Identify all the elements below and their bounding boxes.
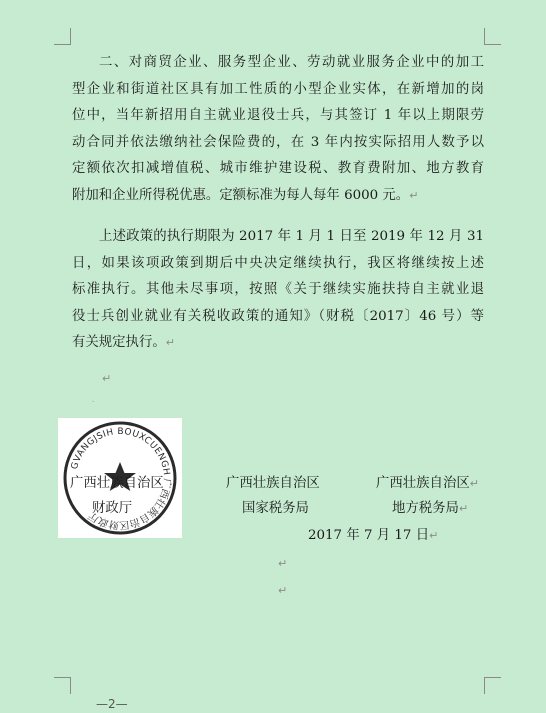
text-line: 动合同并依法缴纳社会保险费的，在 3 年内按实际招用人数予以 bbox=[72, 134, 484, 150]
text-line: 二、对商贸企业、服务型企业、劳动就业服务企业中的加工 bbox=[99, 55, 484, 70]
paragraph-return-icon: ↵ bbox=[429, 529, 439, 542]
seal-ring-text-cn: 广西壮族自治区财政厅 bbox=[86, 477, 173, 531]
document-date-text: 2017 年 7 月 17 日 bbox=[308, 528, 430, 543]
signature-national-tax: 广西壮族自治区 bbox=[226, 476, 320, 491]
crop-mark-bottom-right bbox=[484, 677, 501, 694]
paragraph-return-icon: ↵ bbox=[165, 336, 175, 349]
signature-local-tax bbox=[376, 472, 479, 491]
signature-finance-department: 广西壮族自治区 bbox=[70, 476, 164, 491]
crop-mark-top-right bbox=[484, 28, 501, 45]
text-line: 位中，当年新招用自主就业退役士兵，与其签订 1 年以上期限劳 bbox=[72, 108, 484, 123]
text-line: 日，如果该项政策到期后中央决定继续执行，我区将继续按上述 bbox=[72, 255, 484, 271]
text-line: 定额依次扣减增值税、城市维护建设税、教育费附加、地方教育 bbox=[72, 161, 484, 176]
text-line: 标准执行。其他未尽事项，按照《关于继续实施扶持自主就业退 bbox=[72, 282, 484, 297]
page-number: —2— bbox=[96, 697, 128, 711]
paragraph-article-two[interactable] bbox=[72, 50, 484, 209]
paragraph-return-icon: ↵ bbox=[278, 557, 288, 570]
paragraph-return-icon: ↵ bbox=[458, 502, 469, 515]
text-line: 型企业和街道社区具有加工性质的小型企业实体，在新增加的岗 bbox=[72, 81, 484, 97]
paragraph-return-icon: ↵ bbox=[409, 188, 419, 202]
signature-local-tax-name-text: 地方税务局 bbox=[392, 501, 459, 516]
signature-national-tax-name: 国家税务局 bbox=[242, 501, 309, 516]
paragraph-return-icon: ↵ bbox=[102, 372, 112, 385]
text-line-content: 附加和企业所得税优惠。定额标准为每人每年 6000 元。 bbox=[72, 187, 410, 203]
text-line-last bbox=[72, 330, 484, 357]
text-line: 役士兵创业就业有关税收政策的通知》（财税〔2017〕46 号）等 bbox=[72, 308, 484, 324]
signature-local-tax-name bbox=[392, 497, 468, 516]
crop-mark-top-left bbox=[54, 28, 71, 45]
signature-finance-department-name: 财政厅 bbox=[92, 501, 133, 516]
text-line: 上述政策的执行期限为 2017 年 1 月 1 日至 2019 年 12 月 31 bbox=[99, 229, 484, 244]
cursor-dot-icon: · bbox=[92, 398, 95, 406]
seal-ring-text: GVANGJSIH BOUXCUENGH bbox=[69, 426, 172, 477]
crop-mark-bottom-left bbox=[54, 677, 71, 694]
paragraph-policy-period[interactable] bbox=[72, 224, 484, 357]
paragraph-return-icon: ↵ bbox=[278, 584, 288, 597]
paragraph-return-icon: ↵ bbox=[469, 477, 479, 490]
text-line-last bbox=[72, 183, 484, 210]
document-date bbox=[308, 524, 438, 543]
signature-local-tax-text: 广西壮族自治区 bbox=[376, 476, 470, 491]
text-line-content: 有关规定执行。 bbox=[72, 335, 166, 350]
